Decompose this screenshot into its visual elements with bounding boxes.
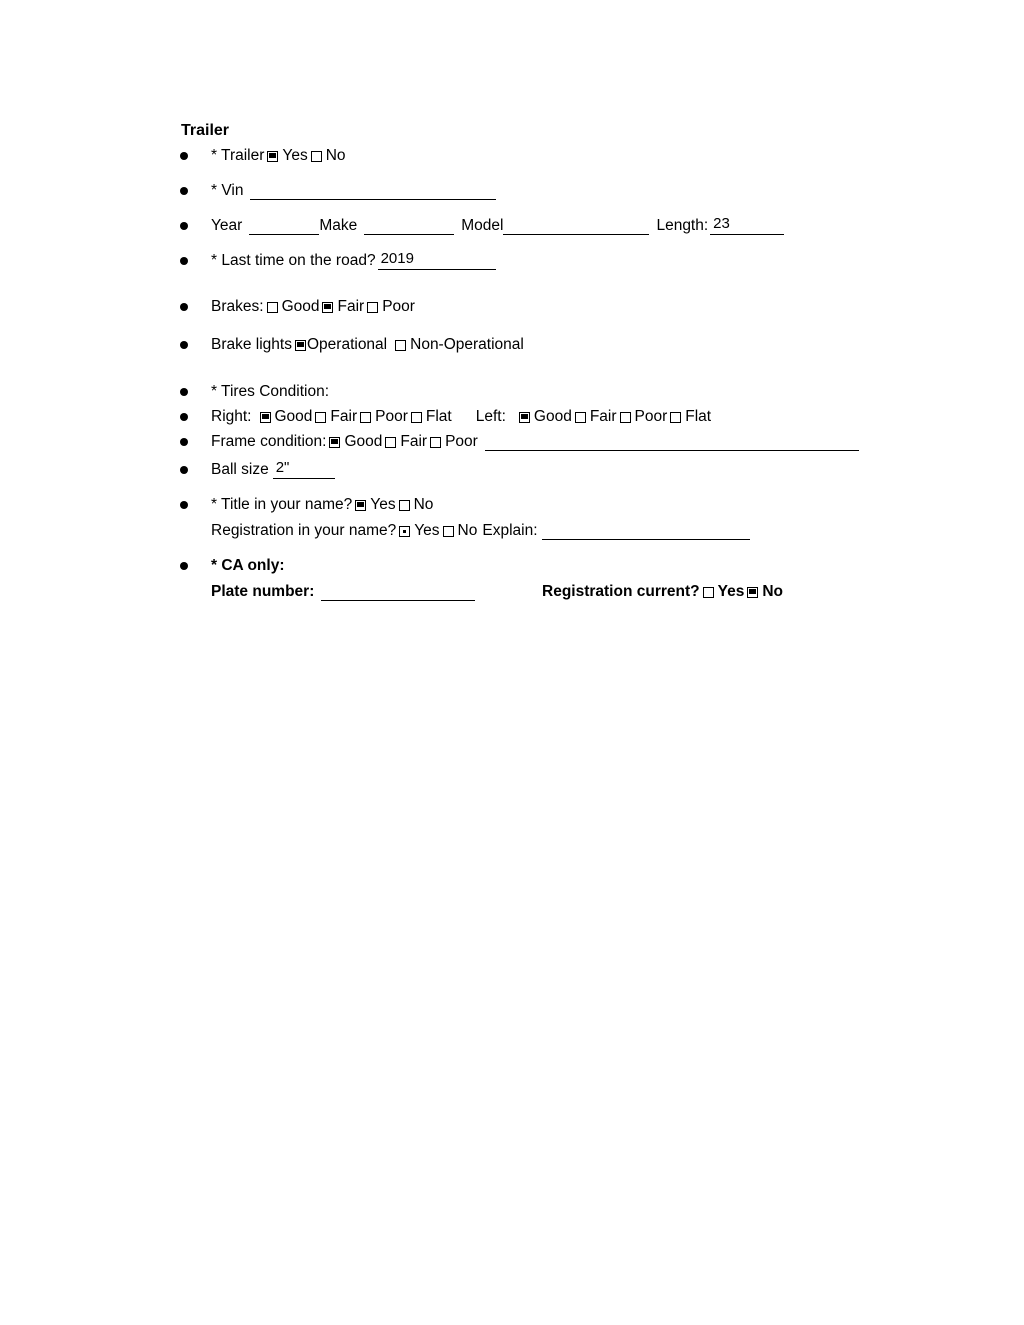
length-field[interactable]: 23 — [710, 218, 784, 235]
tires-right-good-checkbox[interactable] — [260, 412, 271, 423]
brake-lights-operational-label: Operational — [306, 336, 388, 353]
brakes-row — [211, 297, 415, 317]
make-field[interactable] — [364, 218, 454, 235]
registration-no-label: No — [457, 522, 478, 539]
tires-right-flat-checkbox[interactable] — [411, 412, 422, 423]
frame-note-field[interactable] — [485, 434, 859, 451]
registration-current-label: Registration current? — [542, 583, 700, 600]
title-name-no-checkbox[interactable] — [399, 500, 410, 511]
brakes-poor-checkbox[interactable] — [367, 302, 378, 313]
frame-good-checkbox[interactable] — [329, 437, 340, 448]
trailer-yes-checkbox[interactable] — [267, 151, 278, 162]
brakes-label: Brakes: — [211, 298, 264, 315]
brake-lights-operational-checkbox[interactable] — [295, 340, 306, 351]
ball-size-label: Ball size — [211, 461, 269, 478]
registration-current-yes-label: Yes — [717, 583, 745, 600]
tires-right-fair-label: Fair — [330, 408, 358, 425]
specs-row — [211, 216, 786, 236]
ca-only-row — [211, 556, 284, 576]
bullet-icon — [180, 562, 188, 570]
plate-number-label: Plate number: — [211, 583, 315, 600]
registration-yes-checkbox[interactable] — [399, 526, 410, 537]
make-label: Make — [319, 217, 358, 234]
tires-right-flat-label: Flat — [425, 408, 452, 425]
registration-current-yes-checkbox[interactable] — [703, 587, 714, 598]
frame-poor-checkbox[interactable] — [430, 437, 441, 448]
tires-left-good-label: Good — [533, 408, 572, 425]
frame-good-label: Good — [344, 433, 383, 450]
vin-field[interactable] — [250, 183, 496, 200]
bullet-icon — [180, 257, 188, 265]
brake-lights-nonoperational-checkbox[interactable] — [395, 340, 406, 351]
frame-row — [211, 432, 861, 452]
tires-row — [211, 407, 711, 427]
trailer-no-checkbox[interactable] — [311, 151, 322, 162]
frame-poor-label: Poor — [445, 433, 478, 450]
bullet-icon — [180, 388, 188, 396]
trailer-no-label: No — [325, 147, 346, 164]
trailer-row — [211, 146, 346, 166]
ball-size-field[interactable]: 2" — [273, 462, 335, 479]
brake-lights-row — [211, 335, 524, 355]
plate-number-field[interactable] — [321, 584, 475, 601]
tires-left-fair-checkbox[interactable] — [575, 412, 586, 423]
registration-explain-field[interactable] — [542, 523, 750, 540]
trailer-yes-label: Yes — [282, 147, 308, 164]
year-label: Year — [211, 217, 243, 234]
tires-left-good-checkbox[interactable] — [519, 412, 530, 423]
tires-left-poor-label: Poor — [634, 408, 668, 425]
tires-left-fair-label: Fair — [589, 408, 617, 425]
brake-lights-label: Brake lights — [211, 336, 292, 353]
brakes-good-label: Good — [281, 298, 320, 315]
bullet-icon — [180, 438, 188, 446]
bullet-icon — [180, 466, 188, 474]
brakes-fair-checkbox[interactable] — [322, 302, 333, 313]
registration-no-checkbox[interactable] — [443, 526, 454, 537]
ball-size-row — [211, 460, 337, 480]
bullet-icon — [180, 187, 188, 195]
tires-left-label: Left: — [475, 408, 506, 425]
last-road-row — [211, 251, 498, 271]
tires-left-flat-label: Flat — [685, 408, 712, 425]
ca-registration-row — [542, 582, 783, 602]
tires-right-poor-checkbox[interactable] — [360, 412, 371, 423]
title-name-row — [211, 495, 433, 515]
registration-current-no-label: No — [762, 583, 784, 600]
title-name-label: * Title in your name? — [211, 496, 353, 513]
bullet-icon — [180, 222, 188, 230]
frame-fair-checkbox[interactable] — [385, 437, 396, 448]
last-road-label: * Last time on the road? — [211, 252, 376, 269]
vin-label: * Vin — [211, 182, 244, 199]
model-label: Model — [461, 217, 504, 234]
year-field[interactable] — [249, 218, 319, 235]
tires-right-poor-label: Poor — [375, 408, 408, 425]
tires-left-flat-checkbox[interactable] — [670, 412, 681, 423]
title-name-no-label: No — [413, 496, 434, 513]
section-title: Trailer — [181, 122, 230, 139]
tires-right-good-label: Good — [274, 408, 313, 425]
trailer-label: * Trailer — [211, 147, 265, 164]
brake-lights-nonoperational-label: Non-Operational — [410, 336, 524, 353]
tires-right-fair-checkbox[interactable] — [315, 412, 326, 423]
brakes-fair-label: Fair — [337, 298, 365, 315]
length-label: Length: — [656, 217, 709, 234]
bullet-icon — [180, 303, 188, 311]
tires-right-label: Right: — [211, 408, 252, 425]
title-name-yes-label: Yes — [370, 496, 396, 513]
tires-label: * Tires Condition: — [211, 383, 330, 400]
bullet-icon — [180, 152, 188, 160]
brakes-good-checkbox[interactable] — [267, 302, 278, 313]
registration-name-row — [211, 521, 752, 541]
brakes-poor-label: Poor — [382, 298, 415, 315]
tires-left-poor-checkbox[interactable] — [620, 412, 631, 423]
registration-name-label: Registration in your name? — [211, 522, 397, 539]
frame-label: Frame condition: — [211, 433, 327, 450]
registration-yes-label: Yes — [414, 522, 440, 539]
bullet-icon — [180, 413, 188, 421]
title-name-yes-checkbox[interactable] — [355, 500, 366, 511]
ca-plate-row — [211, 582, 477, 602]
frame-fair-label: Fair — [400, 433, 428, 450]
model-field[interactable] — [503, 218, 649, 235]
last-road-field[interactable]: 2019 — [378, 253, 496, 270]
vin-row — [211, 181, 498, 201]
bullet-icon — [180, 501, 188, 509]
registration-explain-label: Explain: — [482, 522, 538, 539]
bullet-icon — [180, 341, 188, 349]
tires-header-row — [211, 382, 329, 402]
ca-only-label: * CA only: — [211, 557, 285, 574]
registration-current-no-checkbox[interactable] — [747, 587, 758, 598]
